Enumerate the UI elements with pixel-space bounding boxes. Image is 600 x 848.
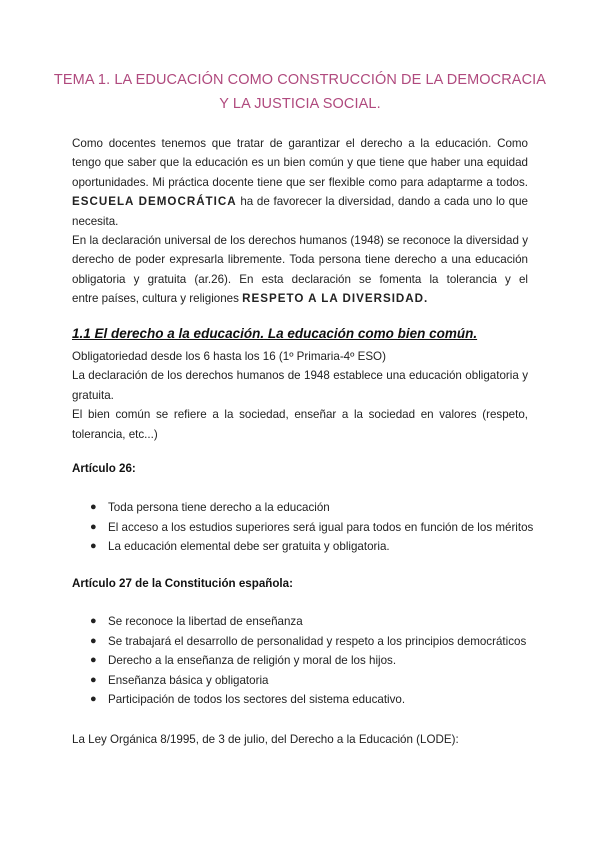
intro-line xyxy=(72,289,528,308)
title-line-1: TEMA 1. LA EDUCACIÓN COMO CONSTRUCCIÓN DE LA DEMOCRACIA xyxy=(53,72,547,88)
closing-paragraph xyxy=(72,730,528,749)
respeto-diversidad-bold: RESPETO A LA DIVERSIDAD. xyxy=(242,292,429,306)
list-item-text: Derecho a la enseñanza de religión y moral de los hijos. xyxy=(108,654,397,667)
list-item xyxy=(88,632,526,652)
declaracion-line: La declaración de los derechos humanos de 1948 establece una educación obligatoria y xyxy=(72,369,528,383)
bien-comun-line: El bien común se refiere a la sociedad, enseñar a la sociedad en valores (respeto, xyxy=(72,408,528,422)
list-item-text: La educación elemental debe ser gratuita y obligatoria. xyxy=(108,540,390,553)
escuela-democratica-bold: ESCUELA DEMOCRÁTICA xyxy=(72,195,237,209)
section-heading: 1.1 El derecho a la educación. La educación como bien común. xyxy=(72,326,478,341)
list-item xyxy=(88,612,526,632)
intro-line-4-rest: ha de favorecer la diversidad, dando a cada uno lo que xyxy=(236,195,528,209)
list-item xyxy=(88,671,526,691)
list-item-text: Se reconoce la libertad de enseñanza xyxy=(108,615,303,628)
list-item-text: Se trabajará el desarrollo de personalidad y respeto a los principios democráticos xyxy=(108,634,527,648)
list-item xyxy=(88,651,526,671)
list-item-text: El acceso a los estudios superiores será igual para todos en función de los méritos xyxy=(108,520,534,534)
list-item-text: Toda persona tiene derecho a la educación xyxy=(108,501,330,514)
bullet-icon: ● xyxy=(90,501,97,513)
section-paragraph xyxy=(72,347,528,444)
obligatoriedad-line: Obligatoriedad desde los 6 hasta los 16 (1º Primaria-4º ESO) xyxy=(72,350,386,363)
intro-line xyxy=(72,192,528,211)
list-item xyxy=(88,518,533,538)
list-item xyxy=(88,537,533,557)
intro-line: Como docentes tenemos que tratar de garantizar el derecho a la educación. Como xyxy=(72,137,528,150)
title-line-2: Y LA JUSTICIA SOCIAL. xyxy=(219,96,381,112)
intro-line: obligatoria y gratuita (ar.26). En esta declaración se fomenta la tolerancia y el xyxy=(72,272,528,286)
list-item xyxy=(88,690,526,710)
bullet-icon: ● xyxy=(90,673,97,686)
list-item-text: Participación de todos los sectores del sistema educativo. xyxy=(108,693,406,706)
bullet-icon: ● xyxy=(90,693,97,705)
bullet-icon: ● xyxy=(90,540,97,552)
bullet-icon: ● xyxy=(90,654,97,666)
articulo-26-list xyxy=(88,498,533,557)
bullet-icon: ● xyxy=(90,520,97,533)
bien-comun-line: tolerancia, etc...) xyxy=(72,427,158,441)
page-title xyxy=(40,68,560,116)
intro-paragraph xyxy=(72,134,528,309)
articulo-26-label: Artículo 26: xyxy=(72,462,136,475)
intro-line: tengo que saber que la educación es un bien común y que tiene que haber una equidad xyxy=(72,156,528,170)
lode-line: La Ley Orgánica 8/1995, de 3 de julio, del Derecho a la Educación (LODE): xyxy=(72,733,459,746)
articulo-27-label: Artículo 27 de la Constitución española: xyxy=(72,577,293,590)
intro-line: derecho de poder expresarla libremente. Toda persona tiene derecho a una educación xyxy=(72,253,528,267)
intro-line: oportunidades. Mi práctica docente tiene que ser flexible como para adaptarme a todos. xyxy=(72,175,528,189)
intro-line: necesita. xyxy=(72,214,119,228)
list-item xyxy=(88,498,533,518)
intro-line: En la declaración universal de los derechos humanos (1948) se reconoce la diversidad y xyxy=(72,233,528,247)
articulo-27-list xyxy=(88,612,526,710)
bullet-icon: ● xyxy=(90,615,97,627)
declaracion-line: gratuita. xyxy=(72,388,114,402)
bullet-icon: ● xyxy=(90,634,97,647)
list-item-text: Enseñanza básica y obligatoria xyxy=(108,673,269,687)
intro-line-9-pre: entre países, cultura y religiones xyxy=(72,292,243,306)
